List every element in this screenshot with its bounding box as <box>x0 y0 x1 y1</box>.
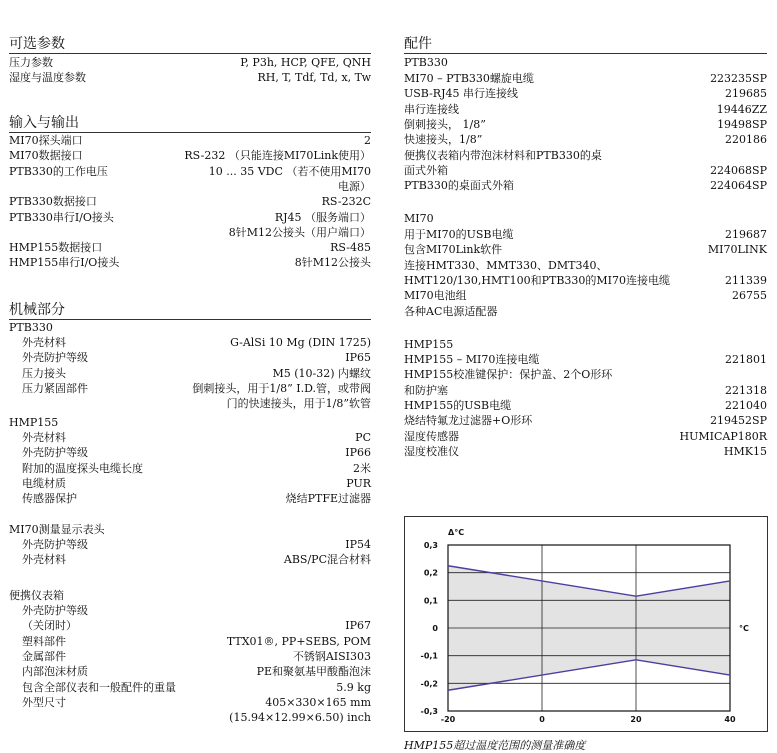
case-spec-label: 外型尺寸 <box>22 695 66 709</box>
hmp155-spec-label: 外壳材料 <box>22 431 66 444</box>
acc-ptb330-row <box>404 163 767 178</box>
mi70-spec-value: ABS/PC混合材料 <box>283 553 371 567</box>
acc-mi70-row <box>404 273 767 288</box>
hmp155-spec-row <box>9 461 371 476</box>
ptb330-spec-label: 外壳防护等级 <box>22 351 88 365</box>
io-label: PTB330的工作电压 <box>9 164 108 178</box>
acc-ptb330-value: 224068SP <box>710 163 767 177</box>
hmp155-spec-label: 外壳防护等级 <box>22 446 88 460</box>
acc-ptb330-label: PTB330的桌面式外箱 <box>404 179 514 193</box>
chart-caption: HMP155超过温度范围的测量准确度 <box>404 739 586 752</box>
hmp155-spec-row <box>9 491 371 506</box>
hmp155-spec-row <box>9 430 371 445</box>
io-value: 10 ... 35 VDC （若不使用MI70 <box>208 164 371 178</box>
section-title-optional-params: 可选参数 <box>9 35 371 54</box>
ptb330-spec-value: 门的快速接头，用于1/8”软管 <box>226 397 371 411</box>
io-value: 2 <box>364 134 371 147</box>
acc-mi70-subheading: MI70 <box>404 212 434 225</box>
y-tick-label: 0,2 <box>423 568 438 578</box>
hmp155-spec-value: IP66 <box>345 446 371 460</box>
io-value: RJ45 （服务端口） <box>274 210 371 224</box>
acc-mi70-row <box>404 258 767 273</box>
acc-mi70-value: MI70LINK <box>707 243 767 257</box>
hmp155-spec-value: PC <box>355 431 371 444</box>
acc-mi70-label: HMT120/130,HMT100和PTB330的MI70连接电缆 <box>404 273 670 287</box>
acc-hmp155-value: 221801 <box>725 353 767 366</box>
io-label: MI70数据接口 <box>9 149 83 163</box>
case-spec-label: （关闭时） <box>22 619 77 633</box>
x-tick-label: 20 <box>630 715 642 724</box>
acc-ptb330-value: 223235SP <box>710 72 767 85</box>
hmp155-spec-row <box>9 476 371 491</box>
acc-hmp155-value: HUMICAP180R <box>679 429 767 443</box>
hmp155-spec-value: 烧结PTFE过滤器 <box>285 492 371 506</box>
io-label: HMP155数据接口 <box>9 241 103 255</box>
acc-mi70-label: MI70电池组 <box>404 289 467 303</box>
mi70-spec-row <box>9 537 371 552</box>
acc-hmp155-value: 221318 <box>725 383 767 397</box>
io-label: HMP155串行I/O接头 <box>9 256 120 270</box>
ptb330-spec-value: 倒刺接头，用于1/8” I.D.管，或带阀 <box>192 381 371 395</box>
acc-ptb330-value: 220186 <box>725 133 767 147</box>
ptb330-spec-value: G-AlSi 10 Mg (DIN 1725) <box>230 336 371 349</box>
accuracy-chart-svg <box>405 517 767 731</box>
y-tick-label: -0,1 <box>420 651 438 661</box>
ptb330-spec-row <box>9 396 371 411</box>
hmp155-spec-label: 传感器保护 <box>22 492 77 506</box>
section-title-io: 输入与输出 <box>9 114 371 133</box>
acc-hmp155-label: HMP155 – MI70连接电缆 <box>404 353 540 366</box>
case-spec-value: 不锈钢AISI303 <box>292 649 371 663</box>
acc-hmp155-row <box>404 398 767 413</box>
y-tick-label: 0,1 <box>423 596 438 606</box>
hmp155-spec-label: 附加的温度探头电缆长度 <box>22 461 143 475</box>
io-value: RS-232 （只能连接MI70Link使用） <box>184 149 371 163</box>
y-tick-label: -0,3 <box>420 707 438 716</box>
acc-hmp155-row <box>404 352 767 367</box>
io-row <box>9 148 371 163</box>
case-spec-row <box>9 695 371 710</box>
acc-mi70-value: 219687 <box>725 228 767 241</box>
y-axis-label: Δ°C <box>448 528 465 537</box>
acc-ptb330-label: 倒刺接头， 1/8” <box>404 117 486 131</box>
acc-ptb330-row <box>404 71 767 86</box>
acc-mi70-row <box>404 242 767 257</box>
acc-ptb330-row <box>404 86 767 101</box>
acc-ptb330-label: 串行连接线 <box>404 102 459 116</box>
acc-mi70-label: 用于MI70的USB电缆 <box>404 228 514 241</box>
ptb330-spec-row <box>9 366 371 381</box>
io-row <box>9 164 371 179</box>
acc-mi70-label: 连接HMT330、MMT330、DMT340、 <box>404 258 608 272</box>
case-spec-value: (15.94×12.99×6.50) inch <box>229 711 371 725</box>
io-value: 8针M12公接头 <box>294 256 371 270</box>
io-value: 电源） <box>338 179 371 193</box>
ptb330-subheading: PTB330 <box>9 321 53 334</box>
io-label: MI70探头端口 <box>9 134 83 147</box>
acc-ptb330-label: 便携仪表箱内带泡沫材料和PTB330的桌 <box>404 148 602 162</box>
y-tick-label: 0,3 <box>423 541 438 550</box>
acc-ptb330-row <box>404 148 767 163</box>
ptb330-spec-row <box>9 381 371 396</box>
case-spec-label: 外壳防护等级 <box>22 604 88 617</box>
acc-hmp155-label: HMP155校准键保护：保护盖、2个O形环 <box>404 368 613 382</box>
acc-hmp155-label: 和防护塞 <box>404 383 448 397</box>
io-row <box>9 179 371 194</box>
case-spec-value: 5.9 kg <box>336 680 371 694</box>
acc-mi70-row <box>404 227 767 242</box>
optional-param-row <box>9 70 371 85</box>
acc-hmp155-row <box>404 429 767 444</box>
section-title-accessories: 配件 <box>404 35 767 54</box>
hmp155-spec-value: 2米 <box>353 461 371 475</box>
case-spec-row <box>9 664 371 679</box>
acc-mi70-row <box>404 288 767 303</box>
case-spec-value: PE和聚氨基甲酸酯泡沫 <box>256 665 371 679</box>
acc-ptb330-label: 快速接头，1/8” <box>404 133 483 147</box>
optional-param-row <box>9 55 371 70</box>
acc-hmp155-row <box>404 444 767 459</box>
io-value: 8针M12公接头（用户端口） <box>228 225 371 239</box>
case-spec-row <box>9 618 371 633</box>
mi70-spec-row <box>9 552 371 567</box>
hmp155-subheading: HMP155 <box>9 416 59 429</box>
x-tick-label: 40 <box>724 715 736 724</box>
acc-ptb330-row <box>404 178 767 193</box>
io-value: RS-485 <box>330 241 371 255</box>
y-tick-label: -0,2 <box>420 679 438 689</box>
hmp155-spec-row <box>9 445 371 460</box>
acc-ptb330-subheading: PTB330 <box>404 56 448 69</box>
hmp155-spec-value: PUR <box>346 476 371 490</box>
optional-param-label: 湿度与温度参数 <box>9 71 86 85</box>
acc-hmp155-row <box>404 383 767 398</box>
ptb330-spec-row <box>9 350 371 365</box>
accuracy-chart <box>404 516 768 732</box>
x-tick-label: 0 <box>539 715 545 724</box>
io-label: PTB330数据接口 <box>9 195 97 209</box>
acc-hmp155-value: 219452SP <box>710 414 767 428</box>
case-spec-value: IP67 <box>345 619 371 633</box>
case-spec-label: 内部泡沫材质 <box>22 665 88 679</box>
hmp155-spec-label: 电缆材质 <box>22 476 66 490</box>
io-row <box>9 210 371 225</box>
ptb330-spec-label: 压力接头 <box>22 366 66 380</box>
x-axis-label: °C <box>739 624 749 633</box>
acc-ptb330-value: 19498SP <box>717 117 767 131</box>
acc-ptb330-row <box>404 117 767 132</box>
case-spec-row <box>9 634 371 649</box>
case-spec-label: 金属部件 <box>22 649 66 663</box>
ptb330-spec-label: 外壳材料 <box>22 336 66 349</box>
section-title-mechanical: 机械部分 <box>9 301 371 320</box>
optional-param-label: 压力参数 <box>9 56 53 69</box>
case-spec-row <box>9 603 371 618</box>
acc-ptb330-value: 19446ZZ <box>716 102 767 116</box>
acc-mi70-row <box>404 304 767 319</box>
acc-ptb330-value: 219685 <box>725 87 767 101</box>
optional-param-value: P, P3h, HCP, QFE, QNH <box>240 56 371 69</box>
ptb330-spec-value: IP65 <box>345 351 371 365</box>
y-tick-label: 0 <box>432 624 438 633</box>
acc-ptb330-label: 面式外箱 <box>404 163 448 177</box>
acc-hmp155-value: HMK15 <box>723 444 767 458</box>
case-spec-value: 405×330×165 mm <box>265 695 371 709</box>
acc-ptb330-label: MI70 – PTB330螺旋电缆 <box>404 72 534 85</box>
case-spec-row <box>9 680 371 695</box>
io-value: RS-232C <box>321 195 371 209</box>
acc-mi70-value: 211339 <box>725 273 767 287</box>
acc-hmp155-subheading: HMP155 <box>404 338 454 351</box>
mi70-spec-label: 外壳材料 <box>22 553 66 567</box>
acc-hmp155-label: HMP155的USB电缆 <box>404 398 512 412</box>
acc-ptb330-row <box>404 132 767 147</box>
mi70-spec-value: IP54 <box>345 538 371 551</box>
acc-hmp155-value: 221040 <box>725 398 767 412</box>
case-spec-value: TTX01®, PP+SEBS, POM <box>226 634 371 648</box>
case-spec-row <box>9 649 371 664</box>
case-spec-label: 塑料部件 <box>22 634 66 648</box>
acc-ptb330-value: 224064SP <box>710 179 767 193</box>
acc-hmp155-label: 湿度传感器 <box>404 429 459 443</box>
io-row <box>9 133 371 148</box>
io-row <box>9 194 371 209</box>
io-row <box>9 240 371 255</box>
io-row <box>9 225 371 240</box>
mi70-subheading: MI70测量显示表头 <box>9 523 105 536</box>
case-spec-row <box>9 710 371 725</box>
ptb330-spec-row <box>9 335 371 350</box>
optional-param-value: RH, T, Tdf, Td, x, Tw <box>257 71 371 85</box>
acc-mi70-label: 包含MI70Link软件 <box>404 243 503 257</box>
ptb330-spec-value: M5 (10-32) 内螺纹 <box>272 366 371 380</box>
acc-hmp155-row <box>404 413 767 428</box>
acc-ptb330-label: USB-RJ45 串行连接线 <box>404 87 518 101</box>
io-row <box>9 255 371 270</box>
acc-ptb330-row <box>404 102 767 117</box>
acc-hmp155-label: 湿度校准仪 <box>404 444 459 458</box>
acc-mi70-value: 26755 <box>732 289 767 303</box>
case-subheading: 便携仪表箱 <box>9 589 64 602</box>
ptb330-spec-label: 压力紧固部件 <box>22 381 88 395</box>
acc-hmp155-label: 烧结特氟龙过滤器+O形环 <box>404 414 533 428</box>
acc-hmp155-row <box>404 367 767 382</box>
mi70-spec-label: 外壳防护等级 <box>22 538 88 551</box>
case-spec-label: 包含全部仪表和一般配件的重量 <box>22 680 176 694</box>
acc-mi70-label: 各种AC电源适配器 <box>404 304 498 318</box>
io-label: PTB330串行I/O接头 <box>9 210 114 224</box>
x-tick-label: -20 <box>440 715 456 724</box>
